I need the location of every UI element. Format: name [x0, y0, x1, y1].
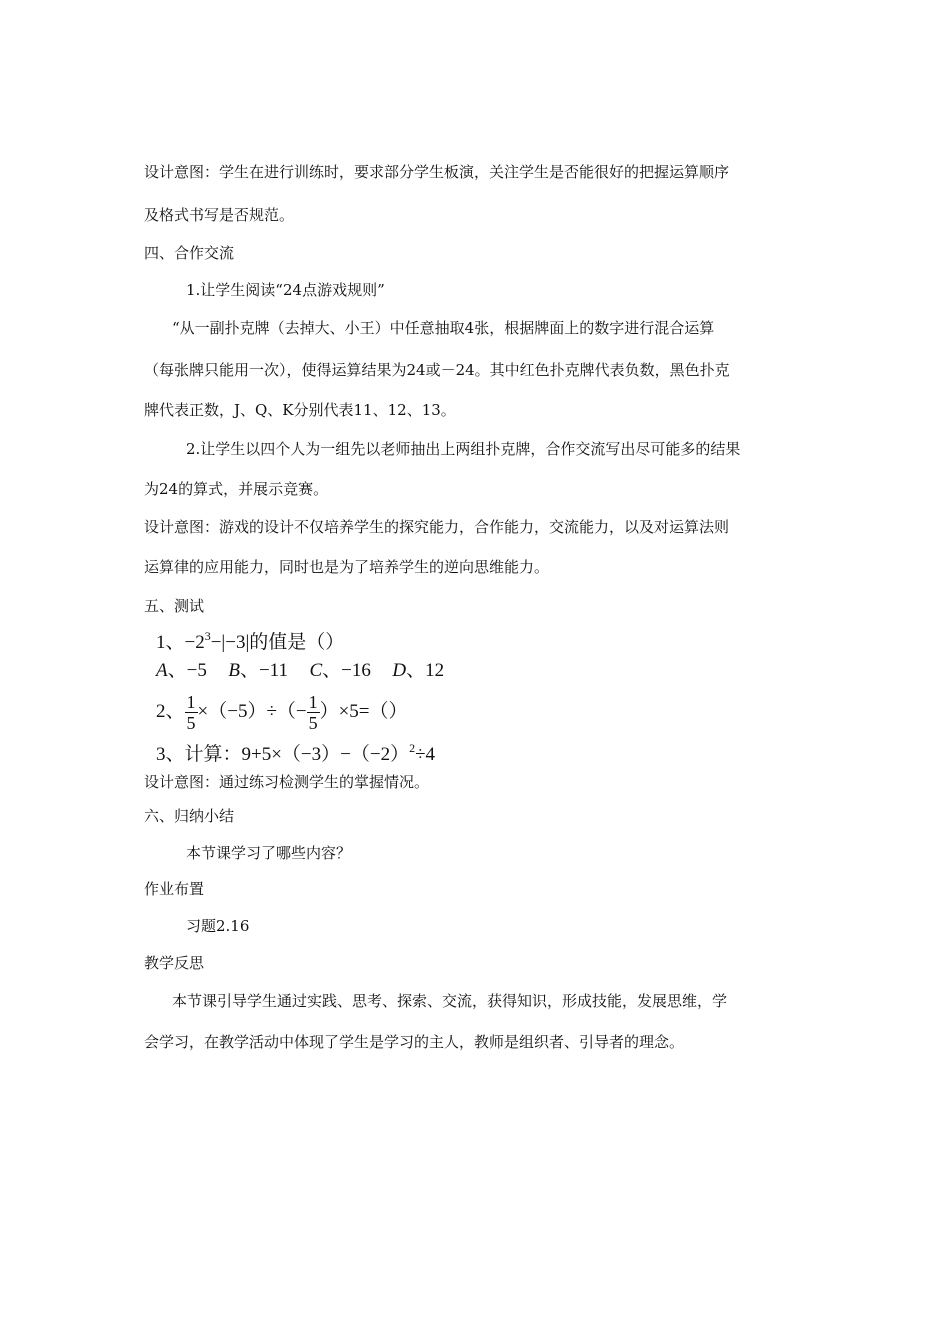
q2-fraction-2-numerator: 1	[308, 692, 318, 713]
q2-fraction-1-numerator: 1	[186, 692, 196, 713]
option-b-letter: B	[228, 660, 240, 681]
option-d-letter: D	[392, 660, 407, 681]
section-4-item-2-line-1: 2.让学生以四个人为一组先以老师抽出上两组扑克牌，合作交流写出尽可能多的结果	[186, 440, 741, 458]
section-4-item-1: 1.让学生阅读“24点游戏规则”	[186, 281, 385, 299]
q2-suffix: ）×5=（）	[319, 701, 408, 722]
homework-title: 作业布置	[144, 880, 205, 898]
q1-suffix: −|−3|的值是（）	[210, 632, 345, 653]
section-5-title: 五、测试	[144, 597, 205, 615]
game-rule-line-3: 牌代表正数，J、Q、K分别代表11、12、13。	[144, 401, 456, 419]
q2-prefix: 2、	[156, 701, 185, 722]
game-rule-line-2: （每张牌只能用一次），使得运算结果为24或－24。其中红色扑克牌代表负数，黑色扑克	[144, 361, 730, 379]
q2-fraction-1-denominator: 5	[186, 713, 196, 734]
section-4-item-2-line-2: 为24的算式，并展示竞赛。	[144, 480, 329, 498]
test-question-1	[156, 631, 344, 655]
q2-fraction-1	[185, 692, 198, 733]
reflection-line-1: 本节课引导学生通过实践、思考、探索、交流，获得知识，形成技能，发展思维，学	[172, 992, 728, 1010]
q3-text: 3、计算：9+5×（−3）−（−2）	[156, 744, 410, 765]
q2-middle: ×（−5）÷（−	[197, 701, 307, 722]
section-4-title: 四、合作交流	[144, 244, 235, 262]
option-c-letter: C	[309, 660, 323, 681]
test-question-3	[156, 743, 435, 767]
design-intent-1-line-1: 设计意图：学生在进行训练时，要求部分学生板演，关注学生是否能很好的把握运算顺序	[144, 163, 730, 181]
homework-content: 习题2.16	[186, 917, 250, 935]
reflection-line-2: 会学习，在教学活动中体现了学生是学习的主人，教师是组织者、引导者的理念。	[144, 1033, 685, 1051]
q2-fraction-2-denominator: 5	[308, 713, 318, 734]
option-b-value: 、−11	[239, 660, 288, 681]
q1-prefix: 1、−2	[156, 632, 205, 653]
section-6-title: 六、归纳小结	[144, 807, 235, 825]
test-question-2	[156, 688, 408, 738]
design-intent-1-line-2: 及格式书写是否规范。	[144, 206, 295, 224]
section-6-content: 本节课学习了哪些内容？	[186, 844, 352, 862]
design-intent-2-line-2: 运算律的应用能力，同时也是为了培养学生的逆向思维能力。	[144, 558, 550, 576]
q3-suffix: ÷4	[415, 744, 436, 765]
option-a-letter: A	[156, 660, 168, 681]
option-a-value: 、−5	[167, 660, 207, 681]
design-intent-2-line-1: 设计意图：游戏的设计不仅培养学生的探究能力，合作能力，交流能力，以及对运算法则	[144, 518, 730, 536]
option-c-value: 、−16	[322, 660, 371, 681]
reflection-title: 教学反思	[144, 954, 205, 972]
test-question-1-options	[156, 659, 444, 683]
q3-exponent: 2	[409, 741, 416, 755]
option-d-value: 、12	[406, 660, 445, 681]
design-intent-3: 设计意图：通过练习检测学生的掌握情况。	[144, 773, 430, 791]
q1-exponent: 3	[204, 629, 211, 643]
q2-fraction-2	[307, 692, 320, 733]
game-rule-line-1: “从一副扑克牌（去掉大、小王）中任意抽取4张，根据牌面上的数字进行混合运算	[172, 319, 715, 337]
